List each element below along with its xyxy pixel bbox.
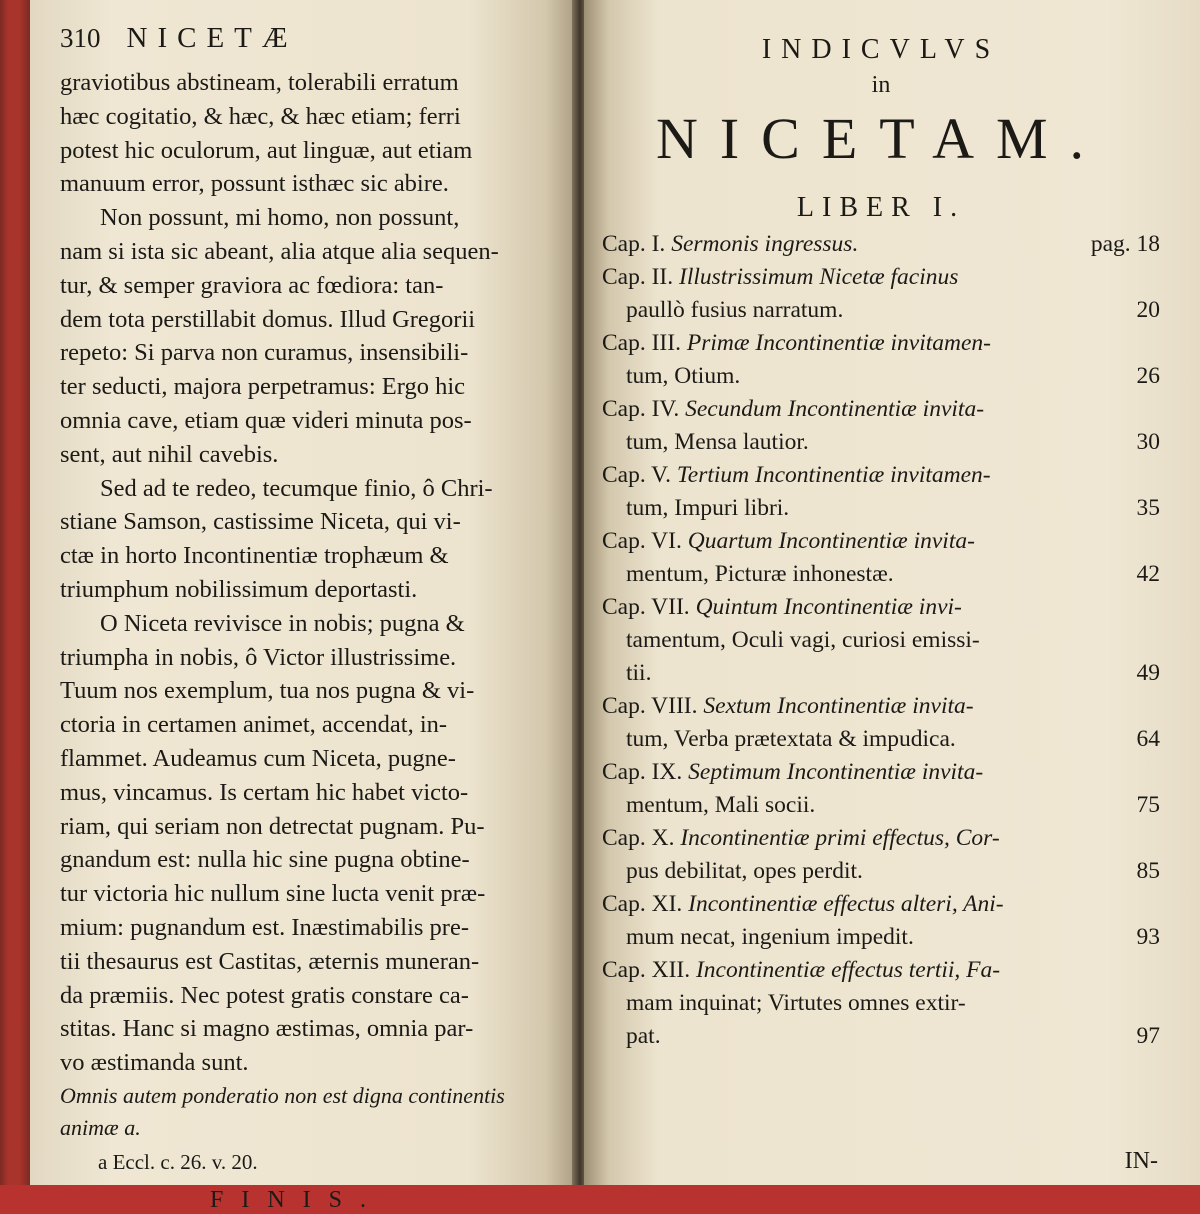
index-entry-line [602,822,1160,855]
index-entry-line [602,327,1160,360]
text-line: gnandum est: nulla hic sine pugna obtine- [60,846,470,874]
index-entry-line [602,393,1160,426]
chapter-title: Quartum Incontinentiæ invita- [687,528,975,554]
index-entry-line [602,723,1160,756]
text-line: graviotibus abstineam, tolerabili erratum [60,69,459,96]
text-line: O Niceta revivisce in nobis; pugna & [100,609,465,637]
left-body-text [60,66,562,1080]
chapter-label: Cap. III. [602,330,681,356]
text-line: omnia cave, etiam quæ videri minuta pos- [60,406,472,434]
text-line: nam si ista sic abeant, alia atque alia sequen- [60,237,499,265]
chapter-title-cont: mentum, Picturæ inhonestæ. [626,561,894,587]
index-entry-line [602,954,1160,987]
chapter-title-cont: mam inquinat; Virtutes omnes extir- [626,990,966,1016]
text-line: da præmiis. Nec potest gratis constare ca- [60,981,469,1009]
chapter-title-cont: tum, Impuri libri. [626,495,790,521]
index-entry [602,591,1160,690]
liber-heading: LIBER I. [796,192,966,223]
page-reference: 85 [1136,858,1160,884]
index-entry [602,756,1160,822]
chapter-title: Primæ Incontinentiæ invitamen- [686,330,991,356]
index-entry [602,459,1160,525]
index-subtitle: in [871,72,891,98]
text-line: hæc cogitatio, & hæc, & hæc etiam; ferri [60,102,461,130]
index-entry-line [602,1020,1160,1053]
index-entry [602,261,1160,327]
index-entry-line [602,294,1160,327]
text-line: tur, & semper graviora ac fœdiora: tan- [60,271,444,299]
quote-marker: a. [124,1114,141,1140]
chapter-label: Cap. X. [602,825,675,851]
index-entry-line [602,558,1160,591]
chapter-title: Incontinentiæ effectus tertii, Fa- [695,957,1001,983]
text-line: flammet. Audeamus cum Niceta, pugne- [60,744,456,772]
index-entry-line [602,855,1160,888]
chapter-label: Cap. IX. [602,759,683,785]
page-number: 310 [60,23,101,53]
page-reference: 93 [1136,924,1160,950]
index-entry [602,393,1160,459]
chapter-title-cont: pus debilitat, opes perdit. [626,858,863,884]
page-reference: 42 [1136,561,1160,587]
index-entry-line [602,228,1160,261]
text-line: Sed ad te redeo, tecumque finio, ô Chri- [100,474,493,502]
chapter-title-cont: tum, Verba prætextata & impudica. [626,726,956,752]
chapter-title-cont: tum, Otium. [626,363,741,389]
text-line: ter seducti, majora perpetramus: Ergo hic [60,373,466,401]
index-entry [602,954,1160,1053]
footnote: a Eccl. c. 26. v. 20. [98,1149,258,1174]
quote-text: Omnis autem ponderatio non est digna continentis animæ [60,1082,505,1140]
chapter-label: Cap. XI. [602,891,683,917]
index-entry-line [602,888,1160,921]
index-entry-line [602,591,1160,624]
running-head-title: NICETÆ [126,22,298,54]
index-entry-line [602,426,1160,459]
text-line: triumpha in nobis, ô Victor illustrissime. [60,643,457,671]
index-entry-line [602,657,1160,690]
text-line: tur victoria hic nullum sine lucta venit præ- [60,880,486,908]
index-entry [602,888,1160,954]
text-line: manuum error, possunt isthæc sic abire. [60,170,449,198]
chapter-title: Incontinentiæ primi effectus, Cor- [680,825,1000,851]
page-reference: 35 [1136,495,1160,521]
page-reference: pag. 18 [1090,231,1160,257]
chapter-title-cont: mum necat, ingenium impedit. [626,924,914,950]
catchword: IN- [1124,1148,1158,1174]
index-entry-line [602,789,1160,822]
chapter-label: Cap. VII. [602,594,690,620]
chapter-title-cont: tum, Mensa lautior. [626,429,809,455]
text-line: mium: pugnandum est. Inæstimabilis pre- [60,913,469,941]
index-entry [602,327,1160,393]
chapter-label: Cap. IV. [602,396,680,422]
chapter-title: Illustrissimum Nicetæ facinus [679,264,959,290]
index-entry [602,525,1160,591]
index-entry-line [602,459,1160,492]
index-entry-line [602,690,1160,723]
chapter-title: Tertium Incontinentiæ invitamen- [676,462,991,488]
page-reference: 26 [1136,363,1160,389]
chapter-title-cont: mentum, Mali socii. [626,792,816,818]
chapter-title-cont: paullò fusius narratum. [626,297,844,323]
finis: FINIS. [210,1186,385,1213]
text-line: riam, qui seriam non detrectat pugnam. Pu- [60,812,485,840]
index-entry-line [602,261,1160,294]
page-reference: 30 [1136,429,1160,455]
page-reference: 75 [1136,792,1160,818]
text-line: vo æstimanda sunt. [60,1049,249,1077]
running-head [60,22,562,66]
text-line: potest hic oculorum, aut linguæ, aut etiam [60,136,473,164]
chapter-label: Cap. XII. [602,957,691,983]
index-list [602,228,1160,1053]
chapter-title: Secundum Incontinentiæ invita- [685,396,985,422]
text-line: mus, vincamus. Is certam hic habet victo- [60,778,469,806]
text-line: sent, aut nihil cavebis. [60,440,279,468]
text-line: stitas. Hanc si magno æstimas, omnia par- [60,1015,474,1043]
chapter-title: Sermonis ingressus. [671,231,859,257]
page-reference: 97 [1136,1023,1160,1049]
text-line: Tuum nos exemplum, tua nos pugna & vi- [60,677,475,705]
page-reference: 20 [1136,297,1160,323]
index-entry-line [602,492,1160,525]
chapter-label: Cap. VIII. [602,693,698,719]
text-line: stiane Samson, castissime Niceta, qui vi- [60,508,461,536]
right-page [584,0,1200,1185]
chapter-title: Sextum Incontinentiæ invita- [703,693,974,719]
text-line: Non possunt, mi homo, non possunt, [100,204,460,232]
chapter-title-cont: tamentum, Oculi vagi, curiosi emissi- [626,627,980,653]
index-entry [602,822,1160,888]
text-line: repeto: Si parva non curamus, insensibili- [60,339,469,367]
index-title: INDICVLVS [761,34,1001,65]
page-reference: 49 [1136,660,1160,686]
chapter-title: Incontinentiæ effectus alteri, Ani- [688,891,1004,917]
index-entry-line [602,360,1160,393]
chapter-title-cont: tii. [626,660,652,686]
index-heading: NICETAM. [655,106,1107,171]
chapter-title-cont: pat. [626,1023,661,1049]
index-entry-line [602,921,1160,954]
chapter-label: Cap. I. [602,231,666,257]
text-line: ctoria in certamen animet, accendat, in- [60,711,448,739]
index-entry-line [602,987,1160,1020]
index-entry-line [602,525,1160,558]
index-entry-line [602,756,1160,789]
text-line: triumphum nobilissimum deportasti. [60,575,418,603]
index-entry [602,228,1160,261]
text-line: ctæ in horto Incontinentiæ trophæum & [60,542,449,570]
chapter-title: Septimum Incontinentiæ invita- [688,759,984,785]
left-page [30,0,578,1213]
page-reference: 64 [1136,726,1160,752]
text-line: tii thesaurus est Castitas, æternis muneran- [60,947,480,975]
index-entry [602,690,1160,756]
chapter-title: Quintum Incontinentiæ invi- [695,594,962,620]
chapter-label: Cap. V. [602,462,671,488]
index-entry-line [602,624,1160,657]
chapter-label: Cap. VI. [602,528,682,554]
quote-tail [60,1080,562,1144]
text-line: dem tota perstillabit domus. Illud Gregorii [60,305,476,333]
chapter-label: Cap. II. [602,264,674,290]
